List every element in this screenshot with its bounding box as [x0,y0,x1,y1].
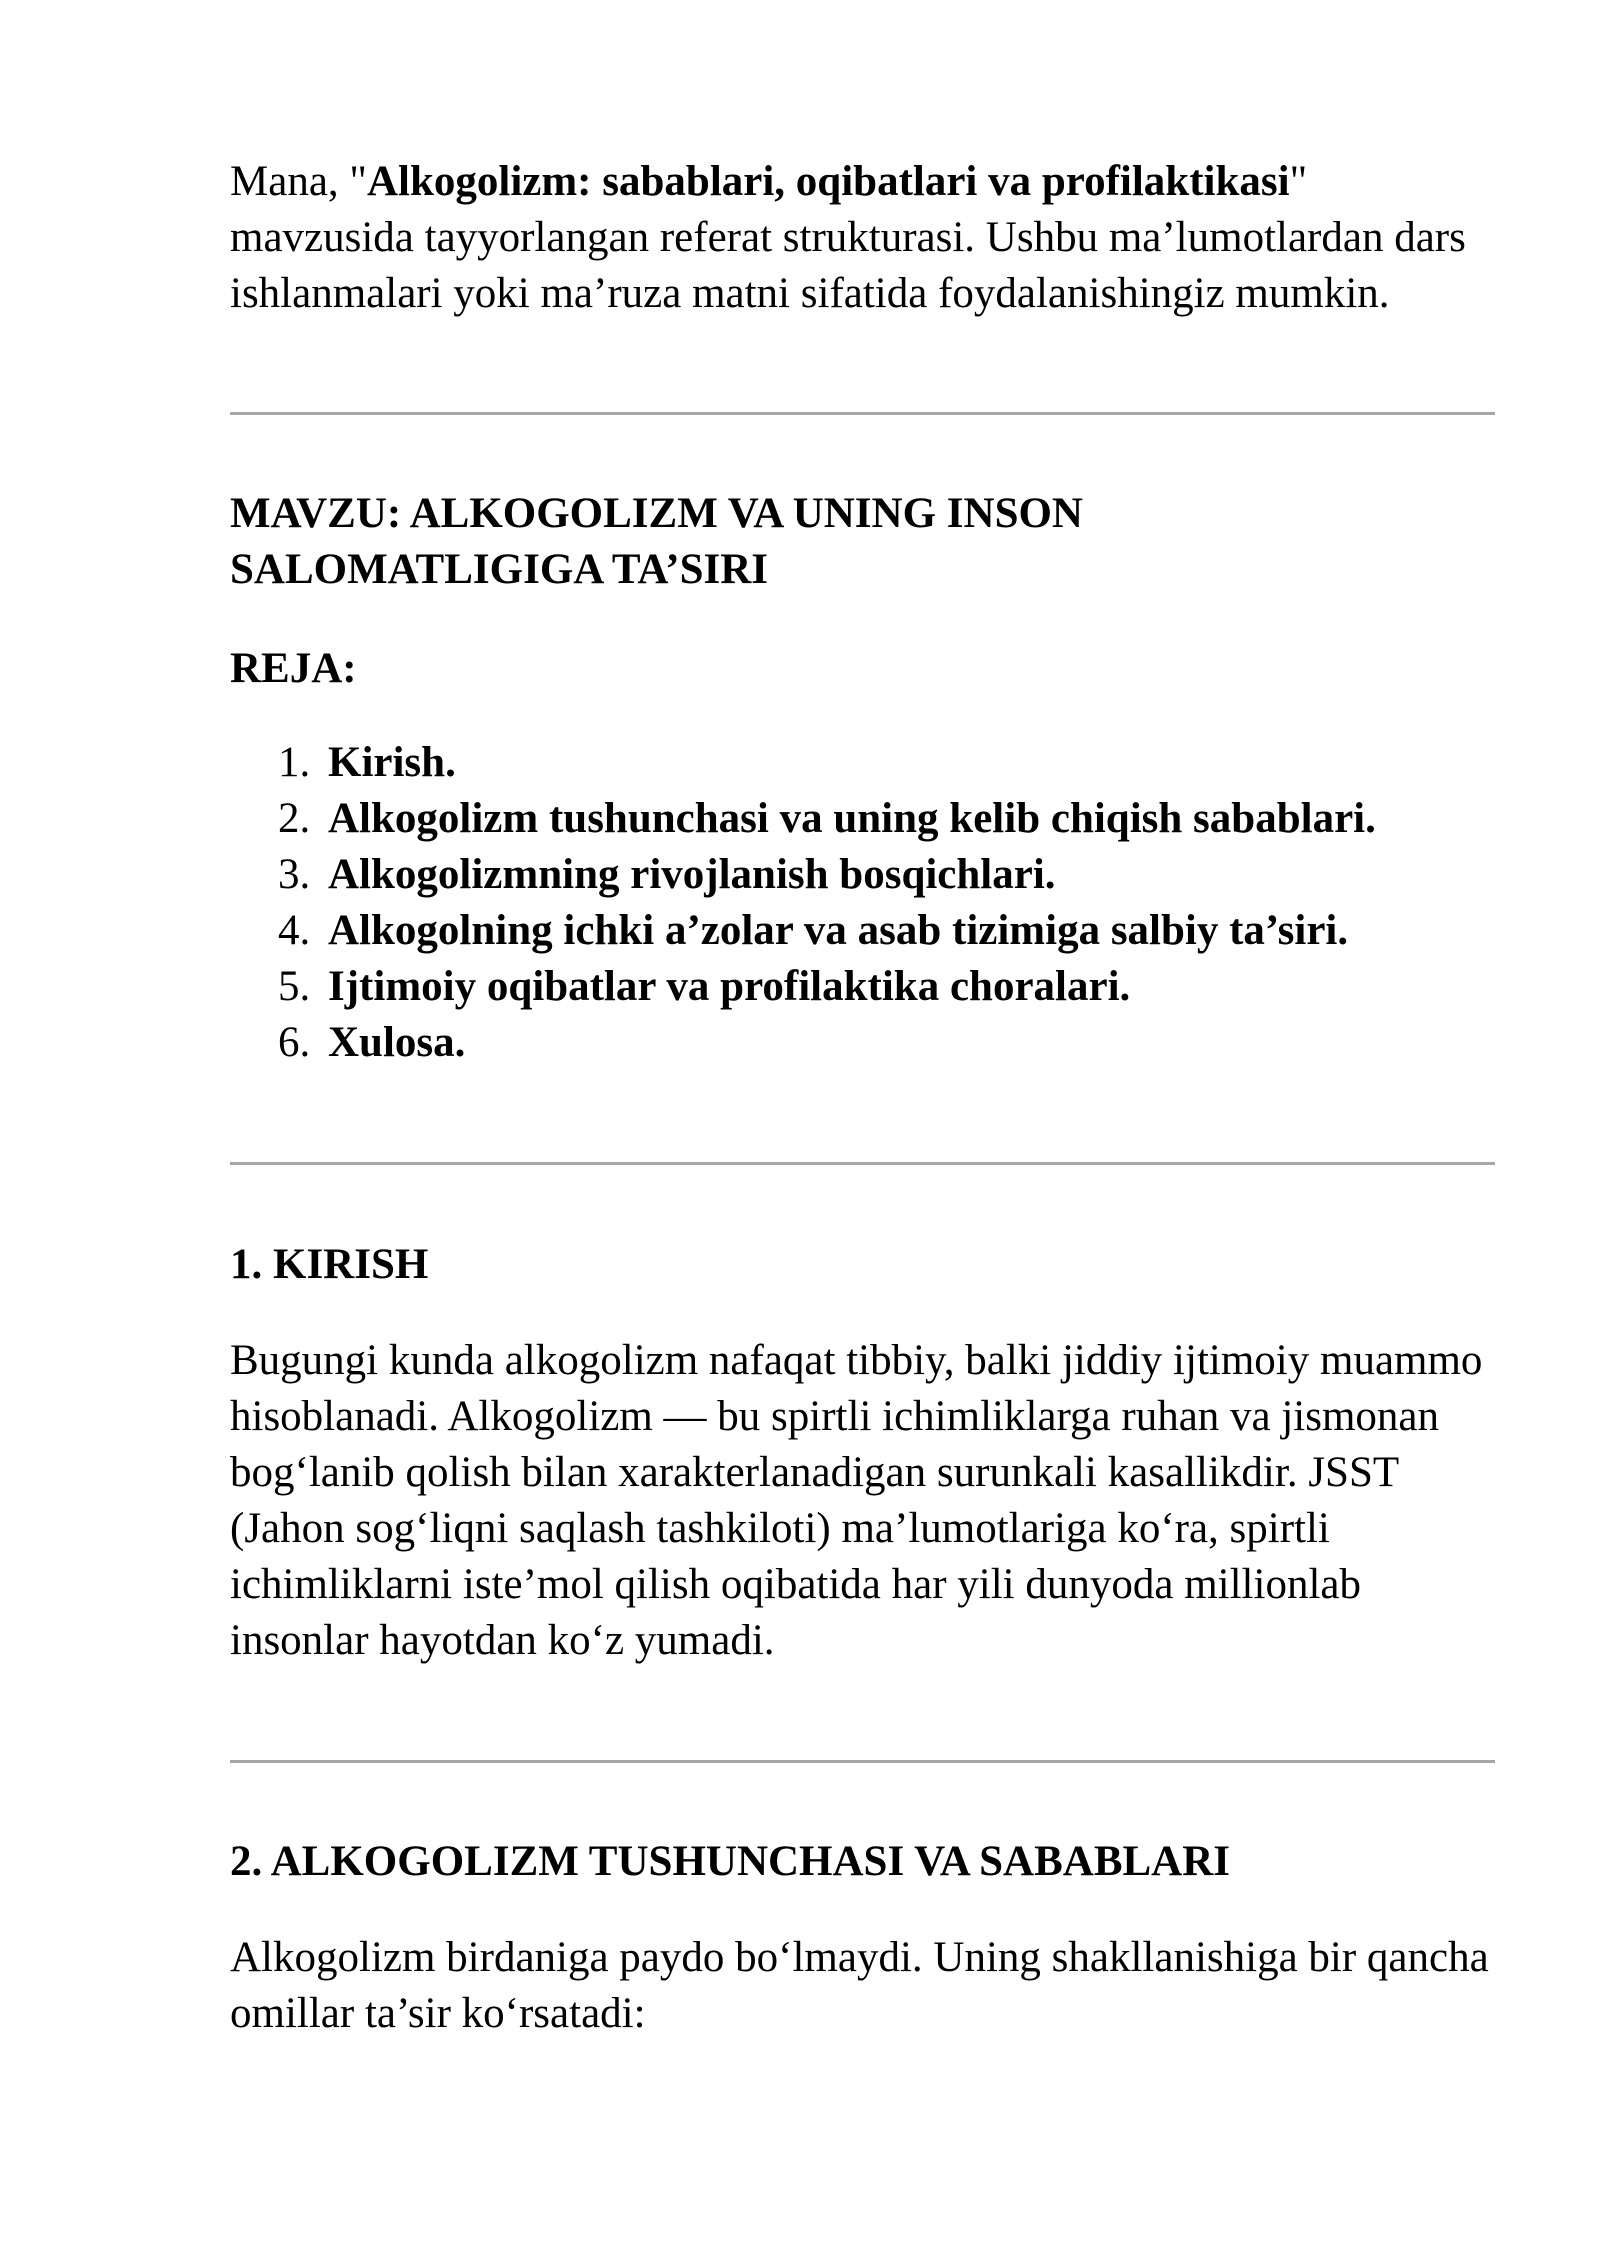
section-2-body: Alkogolizm birdaniga paydo bo‘lmaydi. Uning shakllanishiga bir qancha omillar ta’sir ko‘rsatadi: [230,1934,1489,2037]
divider [230,1162,1495,1165]
plan-item [230,903,1500,959]
topic-line-2: SALOMATLIGIGA TA’SIRI [230,546,769,593]
plan-item [230,735,1500,791]
plan-item-text: Kirish. [328,739,456,786]
topic-heading [230,486,1083,598]
plan-item-text: Alkogolning ichki a’zolar va asab tizimiga salbiy ta’siri. [328,907,1349,954]
section-1-heading: 1. KIRISH [230,1241,429,1288]
plan-item [230,1015,1500,1071]
plan-item-number: 4. [278,907,311,954]
plan-item-number: 2. [278,795,311,842]
plan-item [230,959,1500,1015]
plan-item-number: 5. [278,963,311,1010]
plan-item-number: 6. [278,1019,311,1066]
plan-item [230,791,1500,847]
plan-item-number: 1. [278,739,311,786]
plan-heading: REJA: [230,645,357,692]
plan-item [230,847,1500,903]
plan-item-text: Xulosa. [328,1019,466,1066]
section-1-body: Bugungi kunda alkogolizm nafaqat tibbiy, balki jiddiy ijtimoiy muammo hisoblanadi. Alkogolizm — bu spirtli ichimliklarga ruhan va jismonan bog‘lanib qolish bilan xarakterlanadigan surunkali kasallikdir. JSST (Jahon sog‘liqni saqlash tashkiloti) ma’lumotlariga ko‘ra, spirtli ichimliklarni iste’mol qilish oqibatida har yili dunyoda millionlab insonlar hayotdan ko‘z yumadi. [230,1337,1483,1664]
intro-suffix: " mavzusida tayyorlangan referat strukturasi. Ushbu ma’lumotlardan dars ishlanmalari yoki ma’ruza matni sifatida foydalanishingiz mumkin. [230,158,1466,317]
section-2-heading: 2. ALKOGOLIZM TUSHUNCHASI VA SABABLARI [230,1838,1231,1885]
intro-prefix: Mana, " [230,158,367,205]
plan-item-text: Alkogolizm tushunchasi va uning kelib chiqish sabablari. [328,795,1376,842]
intro-title: Alkogolizm: sabablari, oqibatlari va profilaktikasi [366,158,1290,205]
intro-paragraph [230,154,1500,322]
divider [230,1760,1495,1763]
plan-item-number: 3. [278,851,311,898]
topic-line-1: MAVZU: ALKOGOLIZM VA UNING INSON [230,490,1083,537]
plan-item-text: Ijtimoiy oqibatlar va profilaktika choralari. [328,963,1131,1010]
divider [230,412,1495,415]
plan-list [230,735,1500,1071]
plan-item-text: Alkogolizmning rivojlanish bosqichlari. [328,851,1056,898]
